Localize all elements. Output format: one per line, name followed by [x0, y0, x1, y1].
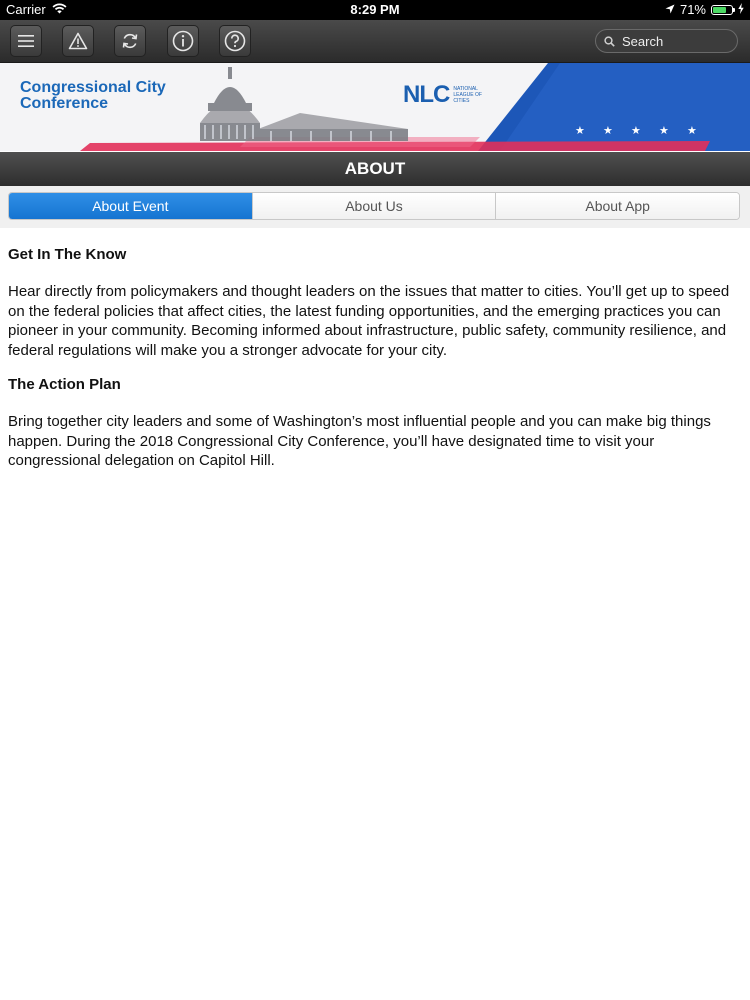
battery-percent: 71%	[679, 2, 706, 17]
battery-icon	[711, 5, 733, 15]
carrier-label: Carrier	[6, 2, 46, 17]
tab-about-app[interactable]: About App	[495, 193, 739, 219]
segmented-tabs	[8, 192, 740, 220]
svg-text:★: ★	[631, 124, 641, 137]
search-input[interactable]	[622, 34, 722, 49]
svg-text:★: ★	[575, 124, 585, 137]
menu-icon	[17, 34, 35, 48]
toolbar	[0, 20, 750, 63]
location-arrow-icon	[665, 0, 675, 20]
section-heading: Get In The Know	[8, 246, 127, 263]
charging-bolt-icon	[738, 0, 744, 20]
help-button[interactable]	[219, 25, 251, 57]
svg-text:★: ★	[603, 124, 613, 137]
info-button[interactable]	[167, 25, 199, 57]
conference-title: Congressional City Conference	[20, 79, 166, 112]
section-body: Hear directly from policymakers and thought leaders on the issues that matter to cities. You’ll get up to speed on the federal policies that affect cities, the latest funding opportunities, and the emerging practices you can pioneer in your community. Becoming informed about infrastructure, public safety, community resilience, and federal regulations will make you a stronger advocate for your city.	[8, 283, 730, 359]
svg-text:★: ★	[687, 124, 697, 137]
sync-icon	[120, 31, 140, 51]
sync-button[interactable]	[114, 25, 146, 57]
search-box[interactable]	[595, 29, 738, 53]
alert-icon	[68, 32, 88, 50]
tab-about-event[interactable]: About Event	[9, 193, 252, 219]
status-time: 8:29 PM	[350, 2, 400, 17]
tab-about-us[interactable]: About Us	[252, 193, 496, 219]
nlc-logo-letters: NLC	[403, 81, 450, 108]
nlc-logo-subtitle: NATIONAL LEAGUE OF CITIES	[453, 86, 482, 104]
help-icon	[224, 30, 246, 52]
tab-bar-container	[0, 186, 750, 228]
info-icon	[172, 30, 194, 52]
alerts-button[interactable]	[62, 25, 94, 57]
section-body: Bring together city leaders and some of Washington’s most influential people and you can make big things happen. During the 2018 Congressional City Conference, you’ll have designated time to visit your congressional delegation on Capitol Hill.	[8, 413, 711, 469]
nlc-logo	[403, 81, 493, 109]
search-icon	[604, 36, 615, 47]
page-title: ABOUT	[0, 152, 750, 186]
battery-level-fill	[713, 7, 726, 13]
status-bar	[0, 0, 750, 20]
status-right	[665, 0, 744, 20]
conference-banner	[0, 63, 750, 151]
about-content	[8, 244, 742, 485]
section-heading: The Action Plan	[8, 376, 121, 393]
menu-button[interactable]	[10, 25, 42, 57]
svg-text:★: ★	[659, 124, 669, 137]
